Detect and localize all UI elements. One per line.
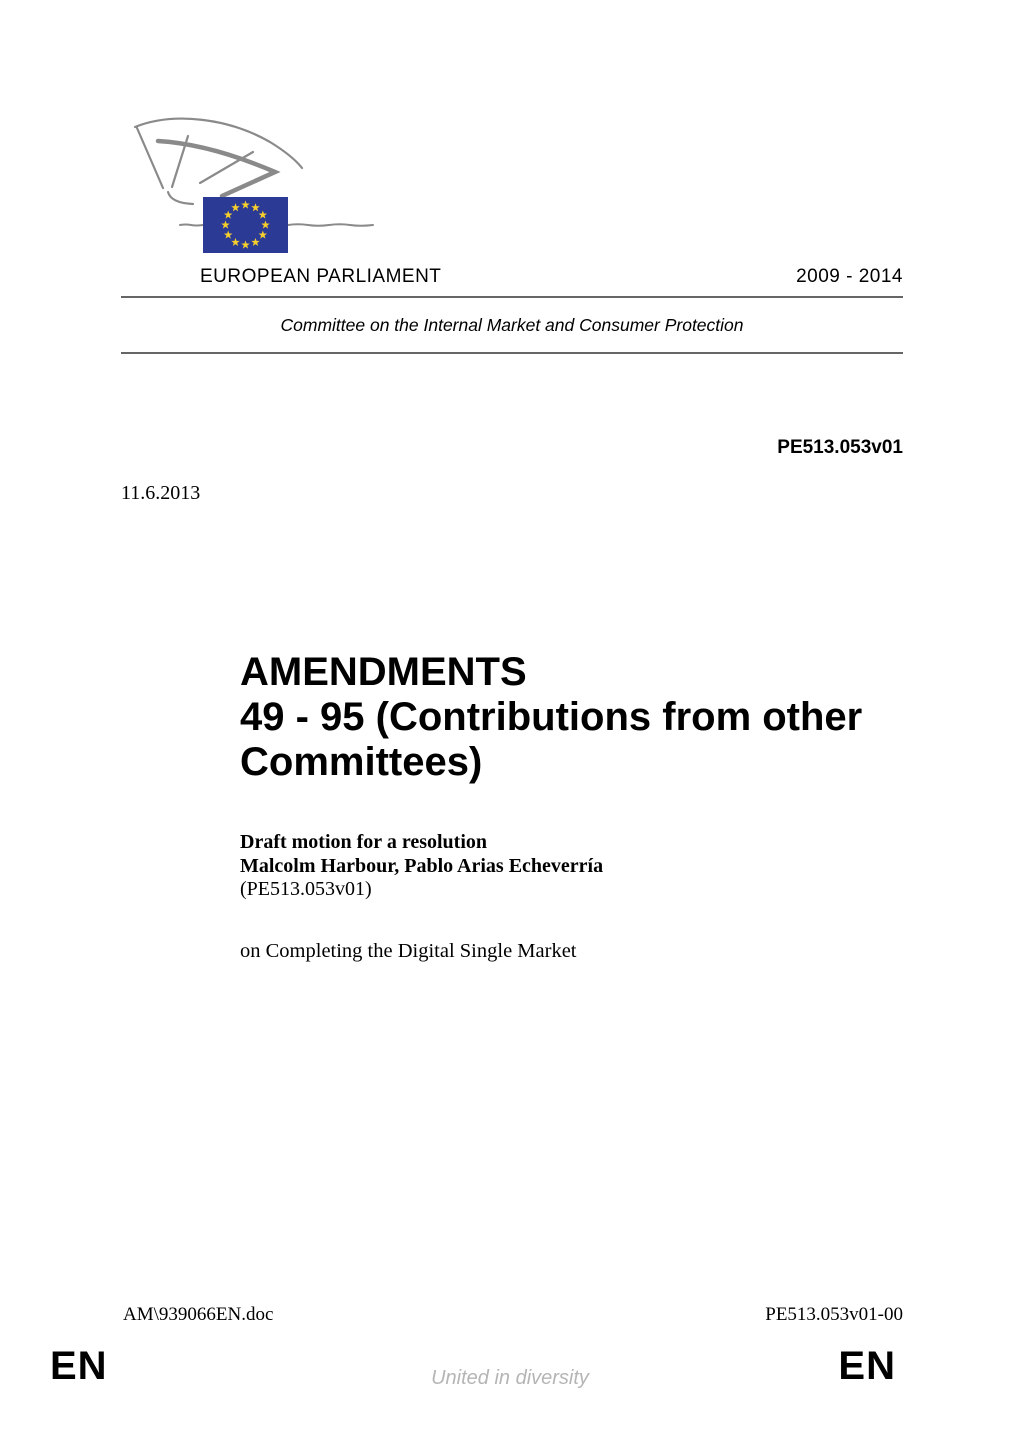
language-marker-left: EN	[50, 1344, 108, 1388]
eu-motto: United in diversity	[431, 1367, 589, 1389]
motion-reference: (PE513.053v01)	[240, 878, 372, 900]
footer-pe-ref: PE513.053v01-00	[765, 1304, 903, 1325]
header-rule-bottom	[121, 352, 903, 354]
eu-flag-icon	[203, 197, 288, 253]
committee-name: Committee on the Internal Market and Consumer Protection	[280, 315, 744, 335]
institution-name: EUROPEAN PARLIAMENT	[200, 266, 442, 287]
parliamentary-term: 2009 - 2014	[796, 266, 903, 287]
document-header	[121, 266, 903, 288]
title-line-2: 49 - 95 (Contributions from other	[240, 695, 863, 739]
language-marker-right: EN	[838, 1344, 896, 1388]
motion-subject: on Completing the Digital Single Market	[240, 940, 577, 962]
motion-type: Draft motion for a resolution	[240, 831, 488, 853]
document-date: 11.6.2013	[121, 482, 201, 504]
motion-authors: Malcolm Harbour, Pablo Arias Echeverría	[240, 854, 604, 877]
document-reference: PE513.053v01	[777, 437, 903, 458]
footer-doc-ref: AM\939066EN.doc	[123, 1304, 274, 1325]
footer-references	[123, 1304, 903, 1326]
title-line-3: Committees)	[240, 740, 483, 784]
european-parliament-logo	[115, 106, 385, 271]
title-line-1: AMENDMENTS	[240, 650, 527, 694]
header-rule-top	[121, 296, 903, 298]
document-title	[240, 650, 930, 785]
motion-block	[240, 831, 930, 902]
